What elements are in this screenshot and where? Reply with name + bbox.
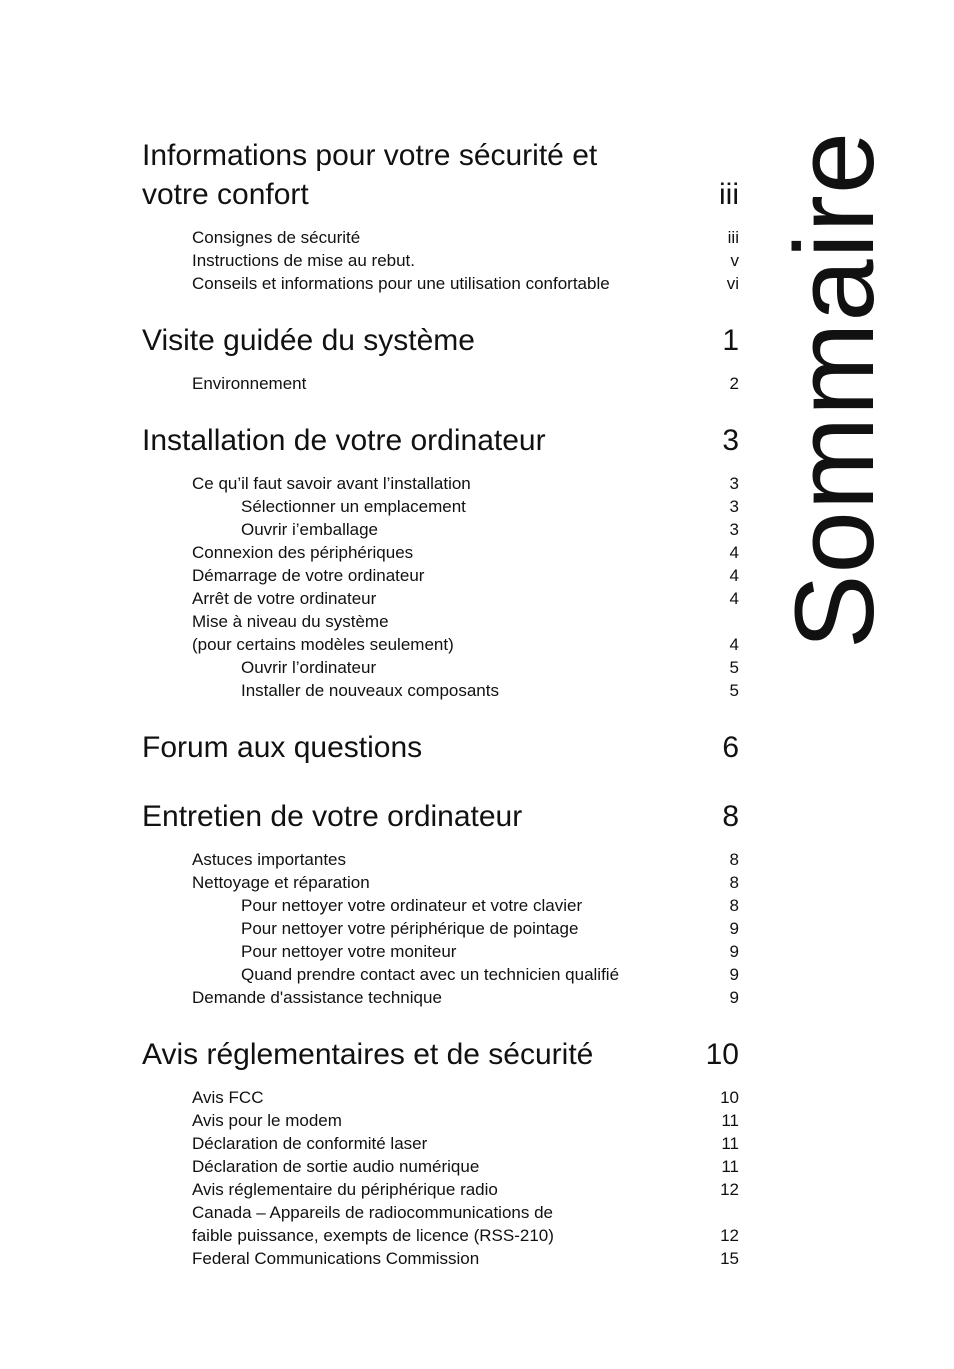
toc-entry-page: 3: [729, 520, 739, 539]
toc-entry[interactable]: [142, 610, 739, 633]
section-heading[interactable]: [142, 797, 739, 836]
toc-entry-page: 12: [720, 1180, 739, 1199]
section-heading[interactable]: [142, 728, 739, 767]
toc-entry-page: 11: [721, 1111, 739, 1130]
section-page-number: iii: [719, 178, 739, 211]
toc-entry-page: v: [730, 251, 739, 270]
toc-entry-label: (pour certains modèles seulement): [192, 635, 454, 654]
toc-entry[interactable]: [142, 1132, 739, 1155]
toc-entry[interactable]: [142, 495, 739, 518]
toc-entry[interactable]: [142, 1201, 739, 1224]
toc-entry-label: Pour nettoyer votre ordinateur et votre clavier: [241, 896, 583, 915]
toc-entry[interactable]: [142, 272, 739, 295]
toc-section: [142, 421, 739, 702]
toc-entry[interactable]: [142, 894, 739, 917]
toc-entry[interactable]: [142, 541, 739, 564]
toc-entry-label: Conseils et informations pour une utilisation confortable: [192, 274, 610, 293]
toc-entry[interactable]: [142, 564, 739, 587]
section-page-number: 8: [722, 800, 739, 833]
section-title: Avis réglementaires et de sécurité: [142, 1038, 594, 1071]
toc-section: [142, 1035, 739, 1270]
toc-entry[interactable]: [142, 1155, 739, 1178]
toc-entry-label: Mise à niveau du système: [192, 612, 389, 631]
toc-entry-page: 4: [729, 543, 739, 562]
toc-entry[interactable]: [142, 226, 739, 249]
toc-entry[interactable]: [142, 587, 739, 610]
table-of-contents: [142, 136, 739, 1296]
toc-entry-page: 9: [729, 919, 739, 938]
toc-entry-page: 12: [720, 1226, 739, 1245]
toc-section: [142, 136, 739, 295]
page-title: Sommaire: [772, 130, 897, 650]
section-title: Informations pour votre sécurité et votre confort: [142, 139, 598, 211]
toc-entry[interactable]: [142, 1178, 739, 1201]
section-heading[interactable]: [142, 321, 739, 360]
toc-entry[interactable]: [142, 1224, 739, 1247]
toc-entry-label: Avis pour le modem: [192, 1111, 342, 1130]
toc-entry[interactable]: [142, 1247, 739, 1270]
toc-entry[interactable]: [142, 917, 739, 940]
toc-entry-label: Quand prendre contact avec un technicien qualifié: [241, 965, 620, 984]
toc-entry-label: Ouvrir i’emballage: [241, 520, 378, 539]
toc-entry-label: Avis réglementaire du périphérique radio: [192, 1180, 498, 1199]
toc-entry-page: 8: [729, 873, 739, 892]
toc-entry[interactable]: [142, 986, 739, 1009]
toc-entry-label: Arrêt de votre ordinateur: [192, 589, 377, 608]
section-page-number: 1: [722, 324, 739, 357]
section-entries: [142, 372, 739, 395]
toc-entry-page: 5: [729, 681, 739, 700]
toc-entry-page: 9: [729, 988, 739, 1007]
toc-entry-label: Sélectionner un emplacement: [241, 497, 466, 516]
section-entries: [142, 848, 739, 1009]
toc-entry-label: Consignes de sécurité: [192, 228, 361, 247]
toc-entry[interactable]: [142, 963, 739, 986]
section-heading[interactable]: [142, 421, 739, 460]
toc-entry-page: 10: [720, 1088, 739, 1107]
toc-section: [142, 797, 739, 1009]
section-page-number: 6: [722, 731, 739, 764]
toc-entry-label: Déclaration de sortie audio numérique: [192, 1157, 480, 1176]
toc-entry-label: Pour nettoyer votre périphérique de pointage: [241, 919, 579, 938]
toc-entry-label: Ce qu’il faut savoir avant l’installation: [192, 474, 471, 493]
toc-section: [142, 728, 739, 767]
toc-entry[interactable]: [142, 1109, 739, 1132]
toc-entry[interactable]: [142, 518, 739, 541]
section-entries: [142, 1086, 739, 1270]
section-page-number: 10: [705, 1038, 739, 1071]
toc-entry-page: 4: [729, 589, 739, 608]
toc-entry-page: 9: [729, 965, 739, 984]
toc-entry[interactable]: [142, 372, 739, 395]
toc-entry-page: 9: [729, 942, 739, 961]
toc-entry-label: Canada – Appareils de radiocommunications de: [192, 1203, 554, 1222]
toc-entry-label: Connexion des périphériques: [192, 543, 414, 562]
toc-entry-label: Pour nettoyer votre moniteur: [241, 942, 457, 961]
section-entries: [142, 472, 739, 702]
section-title: Forum aux questions: [142, 731, 423, 764]
toc-entry-page: 2: [729, 374, 739, 393]
toc-entry-page: iii: [727, 228, 739, 247]
toc-entry-label: Instructions de mise au rebut.: [192, 251, 416, 270]
toc-entry-label: Federal Communications Commission: [192, 1249, 480, 1268]
toc-entry[interactable]: [142, 940, 739, 963]
toc-entry[interactable]: [142, 656, 739, 679]
toc-entry-label: Déclaration de conformité laser: [192, 1134, 428, 1153]
section-page-number: 3: [722, 424, 739, 457]
section-heading[interactable]: [142, 1035, 739, 1074]
toc-entry-page: vi: [726, 274, 739, 293]
toc-entry-label: faible puissance, exempts de licence (RSS-210): [192, 1226, 554, 1245]
page-title-container: [772, 130, 897, 650]
toc-entry[interactable]: [142, 848, 739, 871]
toc-entry-label: Ouvrir l’ordinateur: [241, 658, 377, 677]
toc-entry[interactable]: [142, 679, 739, 702]
section-title: Visite guidée du système: [142, 324, 475, 357]
toc-entry-page: 8: [729, 850, 739, 869]
toc-entry-page: 8: [729, 896, 739, 915]
toc-entry[interactable]: [142, 472, 739, 495]
section-title: Installation de votre ordinateur: [142, 424, 546, 457]
toc-section: [142, 321, 739, 395]
toc-entry-page: 5: [729, 658, 739, 677]
toc-entry-page: 3: [729, 497, 739, 516]
section-title: Entretien de votre ordinateur: [142, 800, 523, 833]
toc-entry[interactable]: [142, 633, 739, 656]
toc-entry-page: 11: [721, 1157, 739, 1176]
toc-entry[interactable]: [142, 249, 739, 272]
toc-entry-page: 4: [729, 566, 739, 585]
toc-entry-page: 3: [729, 474, 739, 493]
toc-entry-label: Installer de nouveaux composants: [241, 681, 499, 700]
toc-entry-label: Avis FCC: [192, 1088, 264, 1107]
toc-entry-page: 11: [721, 1134, 739, 1153]
toc-entry-label: Astuces importantes: [192, 850, 347, 869]
section-entries: [142, 226, 739, 295]
toc-entry-label: Nettoyage et réparation: [192, 873, 370, 892]
toc-entry-page: 4: [729, 635, 739, 654]
toc-entry-page: 15: [720, 1249, 739, 1268]
toc-entry[interactable]: [142, 1086, 739, 1109]
toc-entry-label: Demande d'assistance technique: [192, 988, 442, 1007]
toc-entry[interactable]: [142, 871, 739, 894]
toc-entry-label: Environnement: [192, 374, 307, 393]
toc-entry-label: Démarrage de votre ordinateur: [192, 566, 425, 585]
section-heading[interactable]: [142, 136, 739, 214]
